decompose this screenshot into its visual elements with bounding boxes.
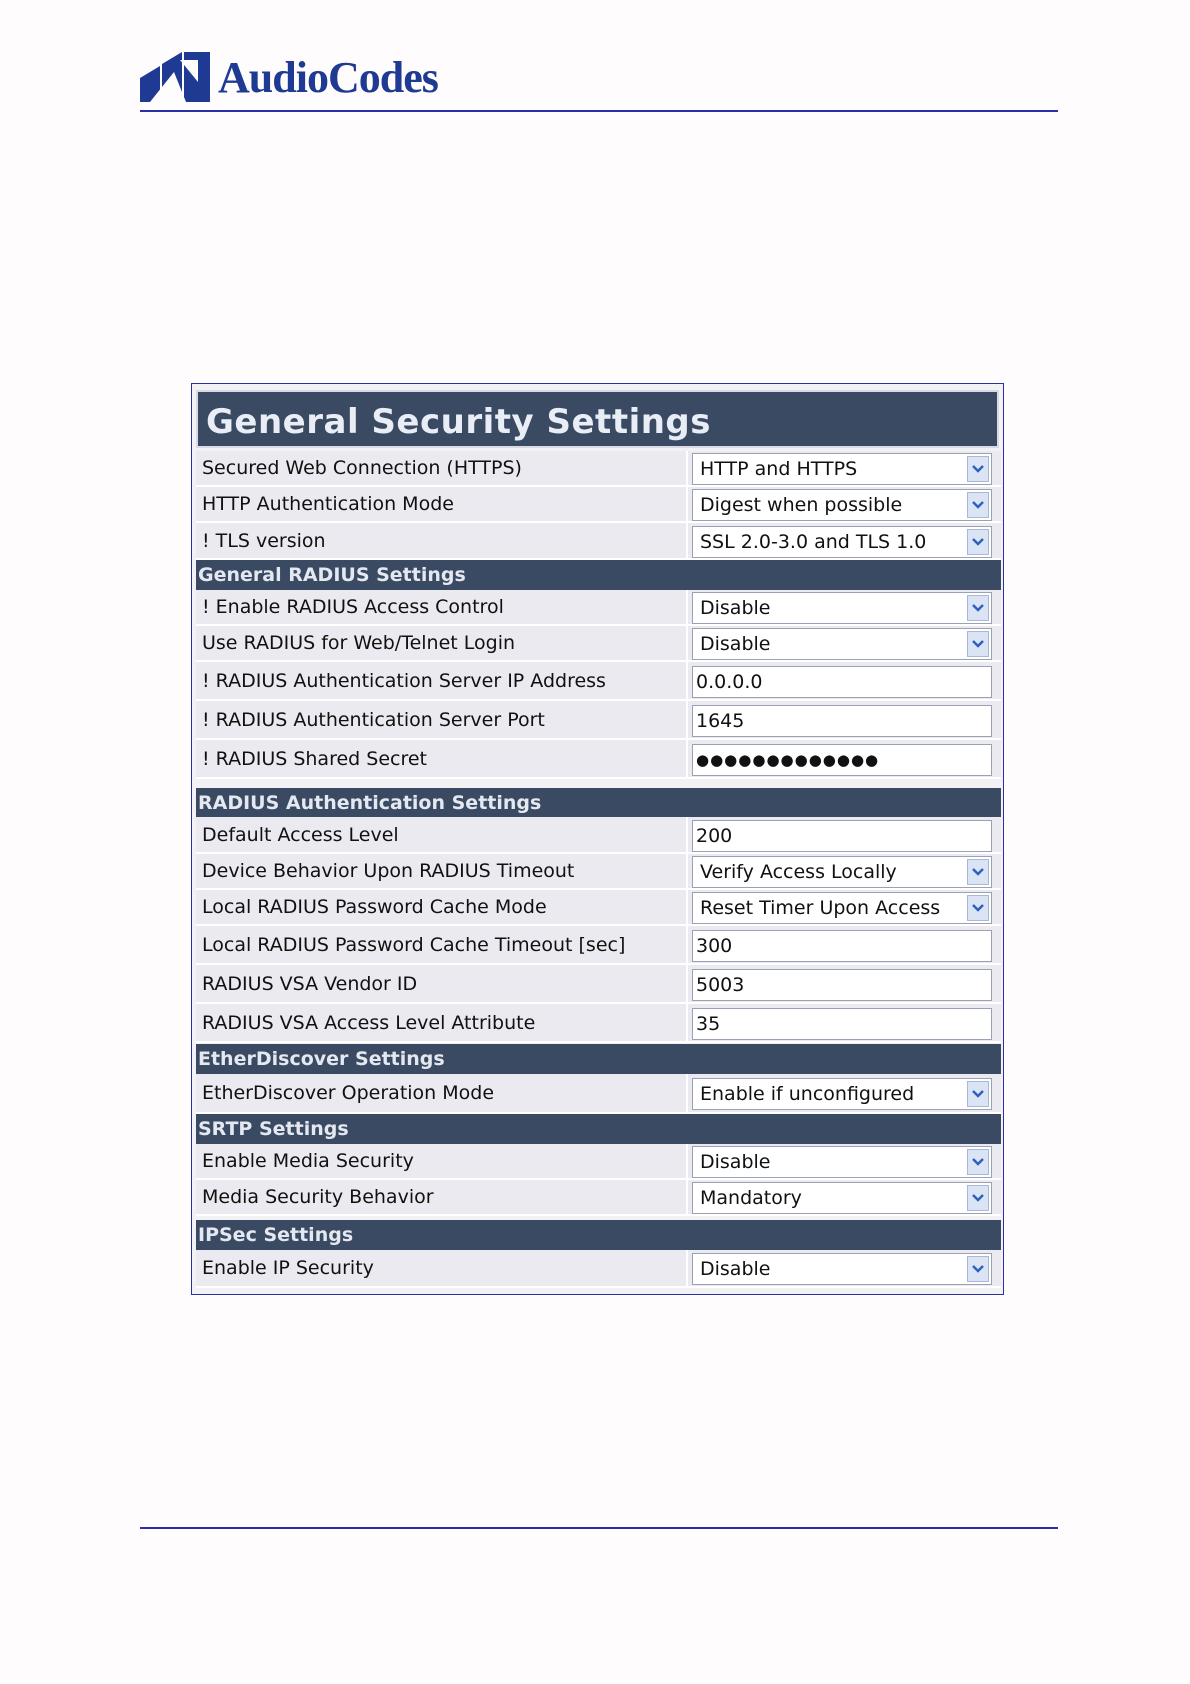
setting-select[interactable] — [692, 526, 992, 558]
setting-label: ! RADIUS Shared Secret — [202, 747, 427, 770]
panel-title-bar — [196, 390, 999, 448]
section-title: EtherDiscover Settings — [198, 1048, 445, 1070]
setting-select[interactable] — [692, 1078, 992, 1110]
setting-row — [196, 854, 1001, 890]
chevron-down-icon[interactable] — [967, 1256, 989, 1282]
audiocodes-logo-icon — [140, 52, 212, 104]
chevron-down-icon[interactable] — [967, 1185, 989, 1211]
setting-row — [196, 451, 1001, 487]
setting-input[interactable] — [692, 705, 992, 737]
column-divider — [686, 890, 688, 924]
setting-label: RADIUS VSA Access Level Attribute — [202, 1011, 536, 1034]
input-value: 5003 — [696, 974, 745, 996]
setting-label: Local RADIUS Password Cache Timeout [sec] — [202, 933, 626, 956]
setting-row — [196, 701, 1001, 740]
setting-label: RADIUS VSA Vendor ID — [202, 972, 418, 995]
chevron-down-icon[interactable] — [967, 631, 989, 657]
chevron-down-icon[interactable] — [967, 529, 989, 555]
setting-select[interactable] — [692, 892, 992, 924]
column-divider — [686, 523, 688, 558]
input-value: 300 — [696, 935, 733, 957]
input-value: 0.0.0.0 — [696, 671, 763, 693]
chevron-down-icon[interactable] — [967, 595, 989, 621]
chevron-down-icon[interactable] — [967, 895, 989, 921]
input-value: 200 — [696, 825, 733, 847]
section-header — [196, 1114, 1001, 1144]
select-value: Enable if unconfigured — [700, 1083, 915, 1105]
input-value: ●●●●●●●●●●●●● — [696, 751, 880, 769]
setting-row — [196, 626, 1001, 662]
setting-input[interactable] — [692, 969, 992, 1001]
setting-select[interactable] — [692, 856, 992, 888]
setting-row — [196, 890, 1001, 926]
setting-select[interactable] — [692, 1146, 992, 1178]
column-divider — [686, 1180, 688, 1214]
section-title: IPSec Settings — [198, 1224, 354, 1246]
setting-row — [196, 965, 1001, 1004]
select-value: Disable — [700, 1151, 771, 1173]
chevron-down-icon[interactable] — [967, 492, 989, 518]
select-value: Reset Timer Upon Access — [700, 897, 941, 919]
setting-select[interactable] — [692, 489, 992, 521]
section-title: General RADIUS Settings — [198, 564, 466, 586]
setting-select[interactable] — [692, 592, 992, 624]
select-value: Disable — [700, 597, 771, 619]
setting-label: ! RADIUS Authentication Server Port — [202, 708, 545, 731]
section-title: SRTP Settings — [198, 1118, 349, 1140]
select-value: Disable — [700, 633, 771, 655]
column-divider — [686, 740, 688, 777]
setting-input[interactable] — [692, 930, 992, 962]
setting-label: HTTP Authentication Mode — [202, 493, 454, 515]
setting-row — [196, 740, 1001, 779]
column-divider — [686, 590, 688, 624]
setting-label: Media Security Behavior — [202, 1186, 434, 1208]
setting-select[interactable] — [692, 1253, 992, 1285]
setting-label: ! TLS version — [202, 529, 326, 552]
section-header — [196, 1044, 1001, 1074]
setting-row — [196, 662, 1001, 701]
setting-row — [196, 1144, 1001, 1180]
setting-row — [196, 817, 1001, 854]
setting-input[interactable] — [692, 820, 992, 852]
setting-label: Default Access Level — [202, 823, 399, 846]
column-divider — [686, 451, 688, 485]
setting-label: ! Enable RADIUS Access Control — [202, 596, 504, 618]
chevron-down-icon[interactable] — [967, 456, 989, 482]
input-value: 35 — [696, 1013, 721, 1035]
password-input[interactable] — [692, 744, 992, 776]
select-value: HTTP and HTTPS — [700, 458, 858, 480]
setting-row — [196, 1004, 1001, 1043]
section-header — [196, 1220, 1001, 1250]
column-divider — [686, 701, 688, 738]
setting-label: EtherDiscover Operation Mode — [202, 1082, 495, 1104]
column-divider — [686, 662, 688, 699]
panel-title: General Security Settings — [206, 402, 712, 442]
setting-label: Use RADIUS for Web/Telnet Login — [202, 632, 516, 654]
footer-rule — [140, 1527, 1058, 1529]
column-divider — [686, 1074, 688, 1112]
column-divider — [686, 817, 688, 852]
column-divider — [686, 1004, 688, 1041]
select-value: Verify Access Locally — [700, 861, 897, 883]
select-value: Digest when possible — [700, 494, 903, 516]
chevron-down-icon[interactable] — [967, 1081, 989, 1107]
logo-wordmark: AudioCodes — [218, 53, 438, 102]
setting-label: Enable Media Security — [202, 1150, 414, 1172]
setting-row — [196, 590, 1001, 626]
column-divider — [686, 1250, 688, 1286]
setting-row — [196, 1180, 1001, 1216]
chevron-down-icon[interactable] — [967, 859, 989, 885]
input-value: 1645 — [696, 710, 745, 732]
setting-select[interactable] — [692, 628, 992, 660]
section-header — [196, 560, 1001, 590]
section-title: RADIUS Authentication Settings — [198, 791, 542, 814]
select-value: SSL 2.0-3.0 and TLS 1.0 — [700, 531, 927, 553]
setting-row — [196, 1074, 1001, 1114]
setting-row — [196, 487, 1001, 523]
column-divider — [686, 854, 688, 888]
chevron-down-icon[interactable] — [967, 1149, 989, 1175]
general-security-settings-panel — [191, 383, 1004, 1295]
select-value: Mandatory — [700, 1187, 802, 1209]
setting-input[interactable] — [692, 666, 992, 698]
setting-input[interactable] — [692, 1008, 992, 1040]
audiocodes-logo — [140, 52, 438, 104]
setting-label: Local RADIUS Password Cache Mode — [202, 896, 547, 918]
setting-select[interactable] — [692, 1182, 992, 1214]
column-divider — [686, 965, 688, 1002]
setting-select[interactable] — [692, 453, 992, 485]
setting-label: Secured Web Connection (HTTPS) — [202, 457, 522, 479]
setting-label: Enable IP Security — [202, 1257, 374, 1279]
column-divider — [686, 1144, 688, 1178]
section-header — [196, 788, 1001, 817]
setting-row — [196, 926, 1001, 965]
setting-label: Device Behavior Upon RADIUS Timeout — [202, 860, 575, 882]
setting-row — [196, 523, 1001, 560]
setting-row — [196, 1250, 1001, 1288]
header-rule — [140, 110, 1058, 112]
setting-label: ! RADIUS Authentication Server IP Address — [202, 669, 606, 692]
column-divider — [686, 626, 688, 660]
column-divider — [686, 926, 688, 963]
select-value: Disable — [700, 1258, 771, 1280]
column-divider — [686, 487, 688, 521]
